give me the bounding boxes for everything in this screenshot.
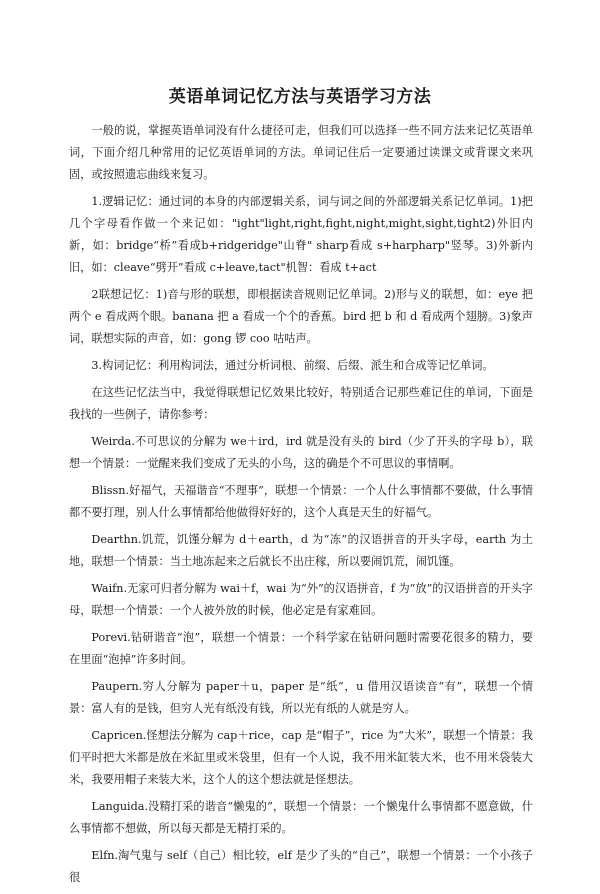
paragraph-example-elf: Elfn.淘气鬼与 self（自己）相比较，elf 是少了头的“自己”，联想一个情景：一个小孩子很 [69,849,533,884]
document-body [69,120,533,894]
paragraph-examples-intro: 在这些记忆法当中，我觉得联想记忆效果比较好，特别适合记那些难记住的单词，下面是我找的一些例子，请你参考： [69,386,533,421]
paragraph-intro: 一般的说，掌握英语单词没有什么捷径可走，但我们可以选择一些不同方法来记忆英语单词，下面介绍几种常用的记忆英语单词的方法。单词记住后一定要通过读课文或背课文来巩固，或按照遗忘曲线来复习。 [69,124,533,181]
paragraph-example-caprice: Capricen.怪想法分解为 cap＋rice，cap 是“帽子”，rice 为“大米”，联想一个情景：我们平时把大米都是放在米缸里或米袋里，但有一个人说，我不用米缸装大米，也不用米袋装大米，我要用帽子来装大米，这个人的这个想法就是怪想法。 [69,729,533,786]
paragraph-example-pauper: Paupern.穷人分解为 paper＋u，paper 是“纸”，u 借用汉语读音“有”，联想一个情景：富人有的是钱，但穷人光有纸没有钱，所以光有纸的人就是穷人。 [69,680,533,715]
paragraph-logic-memory: 1.逻辑记忆：通过词的本身的内部逻辑关系，词与词之间的外部逻辑关系记忆单词。1)把几个字母看作做一个来记如："ight"light,right,fight,night,might,sight,tight2)外旧内新，如：bridge“桥”看成b+ridgeridge"山脊" sharp看成 s+harpharp"竖琴。3)外新内旧，如：cleave“劈开”看成 c+leave,tact"机智：看成 t+act [69,195,533,274]
paragraph-example-waif: Waifn.无家可归者分解为 wai＋f，wai 为“外”的汉语拼音，f 为“放”的汉语拼音的开头字母，联想一个情景：一个人被外放的时候，他必定是有家难回。 [69,582,533,617]
document-title: 英语单词记忆方法与英语学习方法 [168,87,432,107]
paragraph-example-dearth: Dearthn.饥荒，饥馑分解为 d＋earth，d 为“冻”的汉语拼音的开头字母，earth 为土地，联想一个情景：当土地冻起来之后就长不出庄稼，所以要闹饥荒，闹饥馑。 [69,533,533,568]
paragraph-example-weird: Weirda.不可思议的分解为 we＋ird，ird 就是没有头的 bird（少了开头的字母 b），联想一个情景：一觉醒来我们变成了无头的小鸟，这的确是个不可思议的事情啊。 [69,435,533,470]
paragraph-example-pore: Porevi.钻研谐音“泡”，联想一个情景：一个科学家在钻研问题时需要花很多的精力，要在里面“泡掉”许多时间。 [69,631,533,666]
paragraph-example-bliss: Blissn.好福气，天福谐音“不理事”，联想一个情景：一个人什么事情都不要做，什么事情都不要打理，别人什么事情都给他做得好好的，这个人真是天生的好福气。 [69,484,533,519]
paragraph-word-formation-memory: 3.构词记忆：利用构词法，通过分析词根、前缀、后缀、派生和合成等记忆单词。 [91,359,494,372]
paragraph-example-languid: Languida.没精打采的谐音“懒鬼的”，联想一个情景：一个懒鬼什么事情都不愿意做，什么事情都不想做，所以每天都是无精打采的。 [69,800,533,835]
paragraph-association-memory: 2联想记忆：1)音与形的联想，即根据读音规则记忆单词。2)形与义的联想，如：eye 把两个 e 看成两个眼。banana 把 a 看成一个个的香蕉。bird 把 b 和 d 看成两个翅膀。3)象声词，联想实际的声音，如：gong 锣 coo 咕咕声。 [69,288,533,345]
